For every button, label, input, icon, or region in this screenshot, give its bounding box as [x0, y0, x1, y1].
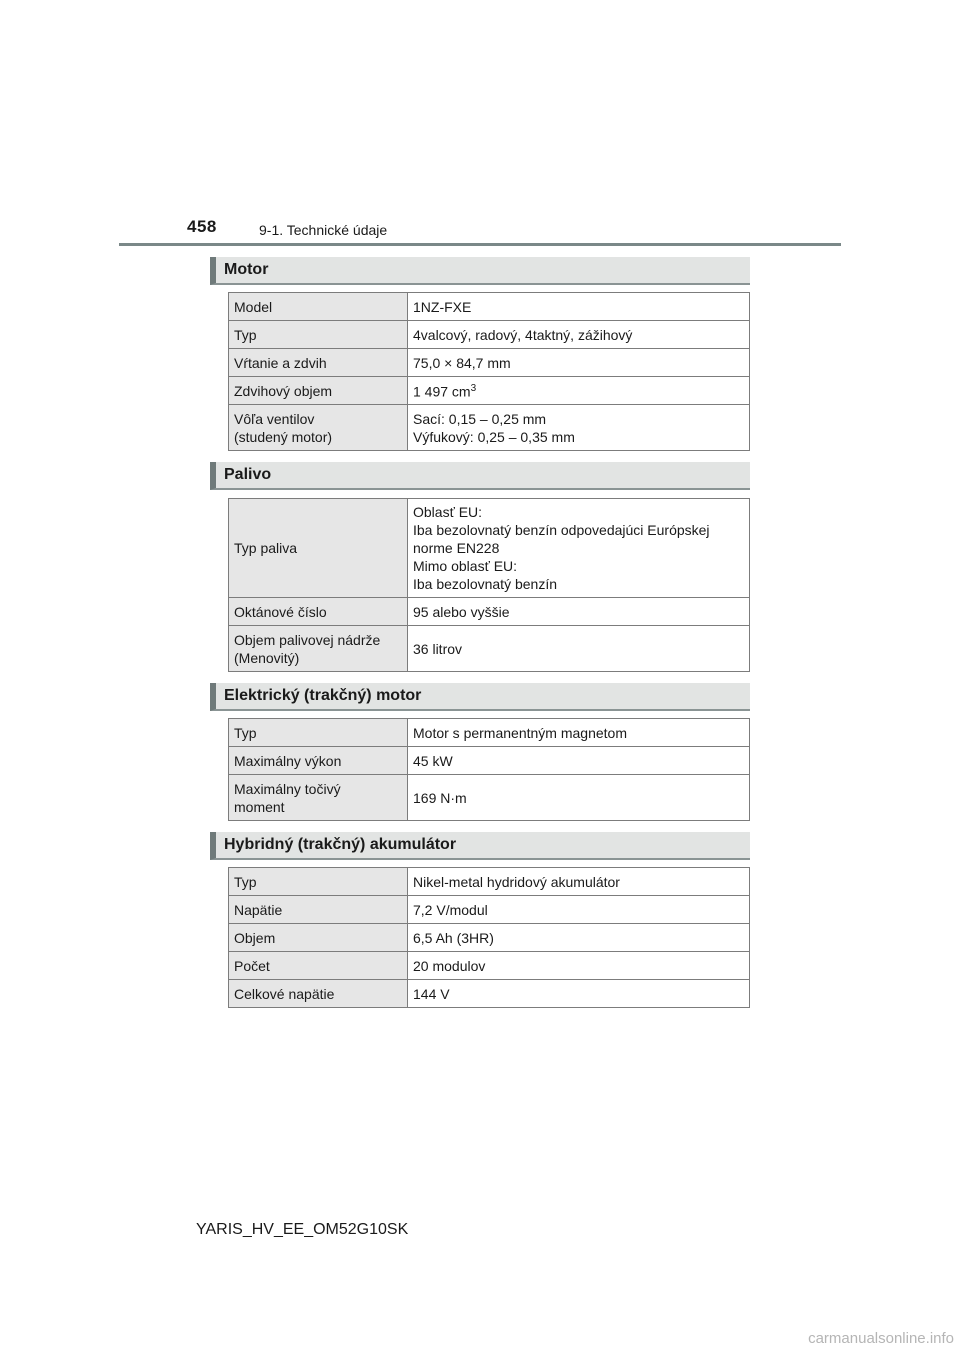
- table-row: [229, 719, 750, 747]
- row-value: 6,5 Ah (3HR): [408, 924, 750, 952]
- row-label: Objem palivovej nádrže (Menovitý): [229, 626, 408, 672]
- row-label: Model: [229, 293, 408, 321]
- row-value: Oblasť EU: Iba bezolovnatý benzín odpovedajúci Európskej norme EN228 Mimo oblasť EU: Iba bezolovnatý benzín: [408, 499, 750, 598]
- section-heading-hybrid-battery: Hybridný (trakčný) akumulátor: [210, 832, 750, 860]
- row-label: Vôľa ventilov (studený motor): [229, 405, 408, 451]
- table-row: [229, 896, 750, 924]
- section-heading-motor: Motor: [210, 257, 750, 285]
- row-value: 4valcový, radový, 4taktný, zážihový: [408, 321, 750, 349]
- chapter-title: 9-1. Technické údaje: [259, 222, 388, 238]
- row-value: 144 V: [408, 980, 750, 1008]
- section-motor: [210, 257, 750, 285]
- row-label: Počet: [229, 952, 408, 980]
- section-electric-motor: [210, 683, 750, 711]
- row-label: Objem: [229, 924, 408, 952]
- row-label: Maximálny točivý moment: [229, 775, 408, 821]
- row-label: Typ: [229, 719, 408, 747]
- row-value: [408, 377, 750, 405]
- row-label: Typ: [229, 321, 408, 349]
- table-row: [229, 405, 750, 451]
- row-label: Typ paliva: [229, 499, 408, 598]
- table-row: [229, 349, 750, 377]
- row-value: 20 modulov: [408, 952, 750, 980]
- electric-motor-spec-table: [228, 718, 750, 821]
- table-row: [229, 598, 750, 626]
- section-heading-electric-motor: Elektrický (trakčný) motor: [210, 683, 750, 711]
- row-label: Oktánové číslo: [229, 598, 408, 626]
- row-value: 1NZ-FXE: [408, 293, 750, 321]
- table-row: [229, 747, 750, 775]
- fuel-spec-table: [228, 498, 750, 672]
- row-value: Nikel-metal hydridový akumulátor: [408, 868, 750, 896]
- table-row: [229, 775, 750, 821]
- document-code: YARIS_HV_EE_OM52G10SK: [196, 1221, 409, 1238]
- table-row: [229, 293, 750, 321]
- row-label: Maximálny výkon: [229, 747, 408, 775]
- row-value: 95 alebo vyššie: [408, 598, 750, 626]
- row-label: Celkové napätie: [229, 980, 408, 1008]
- row-label: Zdvihový objem: [229, 377, 408, 405]
- row-value: 36 litrov: [408, 626, 750, 672]
- section-fuel: [210, 462, 750, 490]
- row-value: 45 kW: [408, 747, 750, 775]
- table-row: [229, 321, 750, 349]
- section-heading-fuel: Palivo: [210, 462, 750, 490]
- table-row: [229, 377, 750, 405]
- row-value: 169 N·m: [408, 775, 750, 821]
- row-value: 7,2 V/modul: [408, 896, 750, 924]
- table-row: [229, 868, 750, 896]
- section-hybrid-battery: [210, 832, 750, 860]
- watermark-site: carmanualsonline.info: [808, 1330, 954, 1347]
- unit-superscript: 3: [470, 383, 477, 395]
- page-number: 458: [187, 217, 217, 236]
- hybrid-battery-spec-table: [228, 867, 750, 1008]
- row-label: Napätie: [229, 896, 408, 924]
- table-row: [229, 499, 750, 598]
- table-row: [229, 924, 750, 952]
- row-value: Sací: 0,15 – 0,25 mm Výfukový: 0,25 – 0,35 mm: [408, 405, 750, 451]
- row-label: Vŕtanie a zdvih: [229, 349, 408, 377]
- row-label: Typ: [229, 868, 408, 896]
- header-rule: [119, 243, 841, 246]
- table-row: [229, 626, 750, 672]
- table-row: [229, 952, 750, 980]
- row-value: 75,0 × 84,7 mm: [408, 349, 750, 377]
- displacement-value: 1 497 cm: [413, 383, 471, 400]
- table-row: [229, 980, 750, 1008]
- row-value: Motor s permanentným magnetom: [408, 719, 750, 747]
- motor-spec-table: [228, 292, 750, 451]
